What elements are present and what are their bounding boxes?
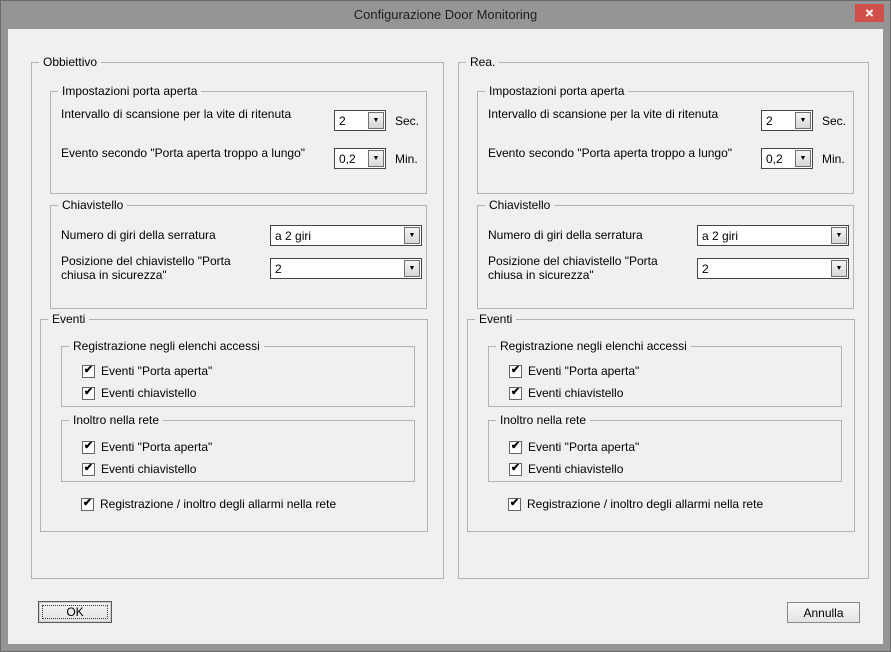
group-chiavistello-title: Chiavistello	[58, 198, 127, 213]
lock-turns-value: a 2 giri	[702, 229, 739, 243]
door-open-event-label: Evento secondo "Porta aperta troppo a lungo"	[61, 146, 306, 160]
checkbox-label: Registrazione / inoltro degli allarmi nella rete	[100, 497, 337, 511]
checkbox-label: Eventi "Porta aperta"	[528, 364, 640, 378]
group-registrazione-accessi	[488, 339, 842, 407]
group-impostazioni-porta-aperta	[50, 84, 427, 194]
lock-turns-label: Numero di giri della serratura	[488, 228, 643, 242]
checkbox-registrazione-allarmi[interactable]	[508, 497, 763, 511]
scan-interval-select[interactable]	[761, 110, 813, 131]
checkbox-icon: ✔	[83, 440, 94, 452]
group-inoltro-rete-title: Inoltro nella rete	[496, 413, 590, 428]
checkbox-label: Eventi chiavistello	[528, 462, 624, 476]
scan-interval-label: Intervallo di scansione per la vite di ritenuta	[61, 107, 292, 121]
scan-interval-unit: Sec.	[822, 114, 847, 128]
chevron-down-icon: ▼	[404, 227, 420, 244]
group-inoltro-rete	[488, 413, 842, 482]
door-open-event-value: 0,2	[339, 152, 356, 166]
group-impostazioni-title: Impostazioni porta aperta	[485, 84, 628, 99]
checkbox-rete-eventi-porta-aperta[interactable]	[509, 440, 639, 454]
close-icon: ✕	[864, 7, 875, 20]
door-open-event-select[interactable]	[334, 148, 386, 169]
checkbox-reg-eventi-porta-aperta[interactable]	[82, 364, 212, 378]
chevron-down-icon: ▼	[831, 260, 847, 277]
bolt-position-select[interactable]	[697, 258, 849, 279]
lock-turns-label: Numero di giri della serratura	[61, 228, 216, 242]
group-eventi	[40, 312, 428, 532]
lock-turns-select[interactable]	[270, 225, 422, 246]
checkbox-icon: ✔	[83, 386, 94, 398]
lock-turns-select[interactable]	[697, 225, 849, 246]
group-eventi	[467, 312, 855, 532]
bolt-position-label: Posizione del chiavistello "Porta chiusa in sicurezza"	[61, 254, 231, 282]
scan-interval-unit: Sec.	[395, 114, 420, 128]
scan-interval-value: 2	[766, 114, 773, 128]
scan-interval-label: Intervallo di scansione per la vite di ritenuta	[488, 107, 719, 121]
checkbox-label: Eventi chiavistello	[528, 386, 624, 400]
group-eventi-title: Eventi	[48, 312, 89, 327]
group-impostazioni-title: Impostazioni porta aperta	[58, 84, 201, 99]
group-inoltro-rete-title: Inoltro nella rete	[69, 413, 163, 428]
group-impostazioni-porta-aperta	[477, 84, 854, 194]
chevron-down-icon: ▼	[368, 150, 384, 167]
bolt-position-select[interactable]	[270, 258, 422, 279]
checkbox-rete-eventi-chiavistello[interactable]	[82, 462, 196, 476]
group-registrazione-accessi-title: Registrazione negli elenchi accessi	[496, 339, 691, 354]
checkbox-label: Eventi "Porta aperta"	[101, 440, 213, 454]
checkbox-icon: ✔	[509, 497, 520, 509]
checkbox-registrazione-allarmi[interactable]	[81, 497, 336, 511]
checkbox-icon: ✔	[510, 386, 521, 398]
dialog-client-area	[8, 29, 883, 644]
checkbox-reg-eventi-chiavistello[interactable]	[509, 386, 623, 400]
checkbox-label: Registrazione / inoltro degli allarmi nella rete	[527, 497, 764, 511]
group-chiavistello	[50, 198, 427, 309]
checkbox-icon: ✔	[83, 462, 94, 474]
group-eventi-title: Eventi	[475, 312, 516, 327]
checkbox-label: Eventi "Porta aperta"	[528, 440, 640, 454]
chevron-down-icon: ▼	[795, 112, 811, 129]
checkbox-icon: ✔	[510, 440, 521, 452]
scan-interval-select[interactable]	[334, 110, 386, 131]
checkbox-label: Eventi chiavistello	[101, 386, 197, 400]
group-obbiettivo-title: Obbiettivo	[39, 55, 101, 70]
chevron-down-icon: ▼	[404, 260, 420, 277]
window-title: Configurazione Door Monitoring	[353, 7, 538, 22]
group-chiavistello	[477, 198, 854, 309]
group-registrazione-accessi	[61, 339, 415, 407]
checkbox-icon: ✔	[510, 462, 521, 474]
door-open-event-value: 0,2	[766, 152, 783, 166]
group-rea	[458, 55, 869, 579]
close-button[interactable]	[855, 4, 884, 22]
ok-button-focus-rect: OK	[42, 605, 108, 619]
checkbox-icon: ✔	[83, 364, 94, 376]
checkbox-rete-eventi-chiavistello[interactable]	[509, 462, 623, 476]
checkbox-reg-eventi-porta-aperta[interactable]	[509, 364, 639, 378]
group-obbiettivo	[31, 55, 444, 579]
door-open-event-unit: Min.	[395, 152, 418, 166]
door-open-event-select[interactable]	[761, 148, 813, 169]
checkbox-icon: ✔	[510, 364, 521, 376]
door-open-event-label: Evento secondo "Porta aperta troppo a lungo"	[488, 146, 733, 160]
group-rea-title: Rea.	[466, 55, 499, 70]
bolt-position-value: 2	[702, 262, 709, 276]
title-bar[interactable]	[1, 1, 890, 29]
bolt-position-value: 2	[275, 262, 282, 276]
checkbox-reg-eventi-chiavistello[interactable]	[82, 386, 196, 400]
checkbox-label: Eventi "Porta aperta"	[101, 364, 213, 378]
checkbox-rete-eventi-porta-aperta[interactable]	[82, 440, 212, 454]
checkbox-label: Eventi chiavistello	[101, 462, 197, 476]
chevron-down-icon: ▼	[831, 227, 847, 244]
bolt-position-label: Posizione del chiavistello "Porta chiusa in sicurezza"	[488, 254, 658, 282]
chevron-down-icon: ▼	[368, 112, 384, 129]
lock-turns-value: a 2 giri	[275, 229, 312, 243]
scan-interval-value: 2	[339, 114, 346, 128]
door-open-event-unit: Min.	[822, 152, 845, 166]
group-registrazione-accessi-title: Registrazione negli elenchi accessi	[69, 339, 264, 354]
group-chiavistello-title: Chiavistello	[485, 198, 554, 213]
group-inoltro-rete	[61, 413, 415, 482]
cancel-button[interactable]: Annulla	[787, 602, 860, 623]
checkbox-icon: ✔	[82, 497, 93, 509]
chevron-down-icon: ▼	[795, 150, 811, 167]
ok-button[interactable]	[38, 601, 112, 623]
